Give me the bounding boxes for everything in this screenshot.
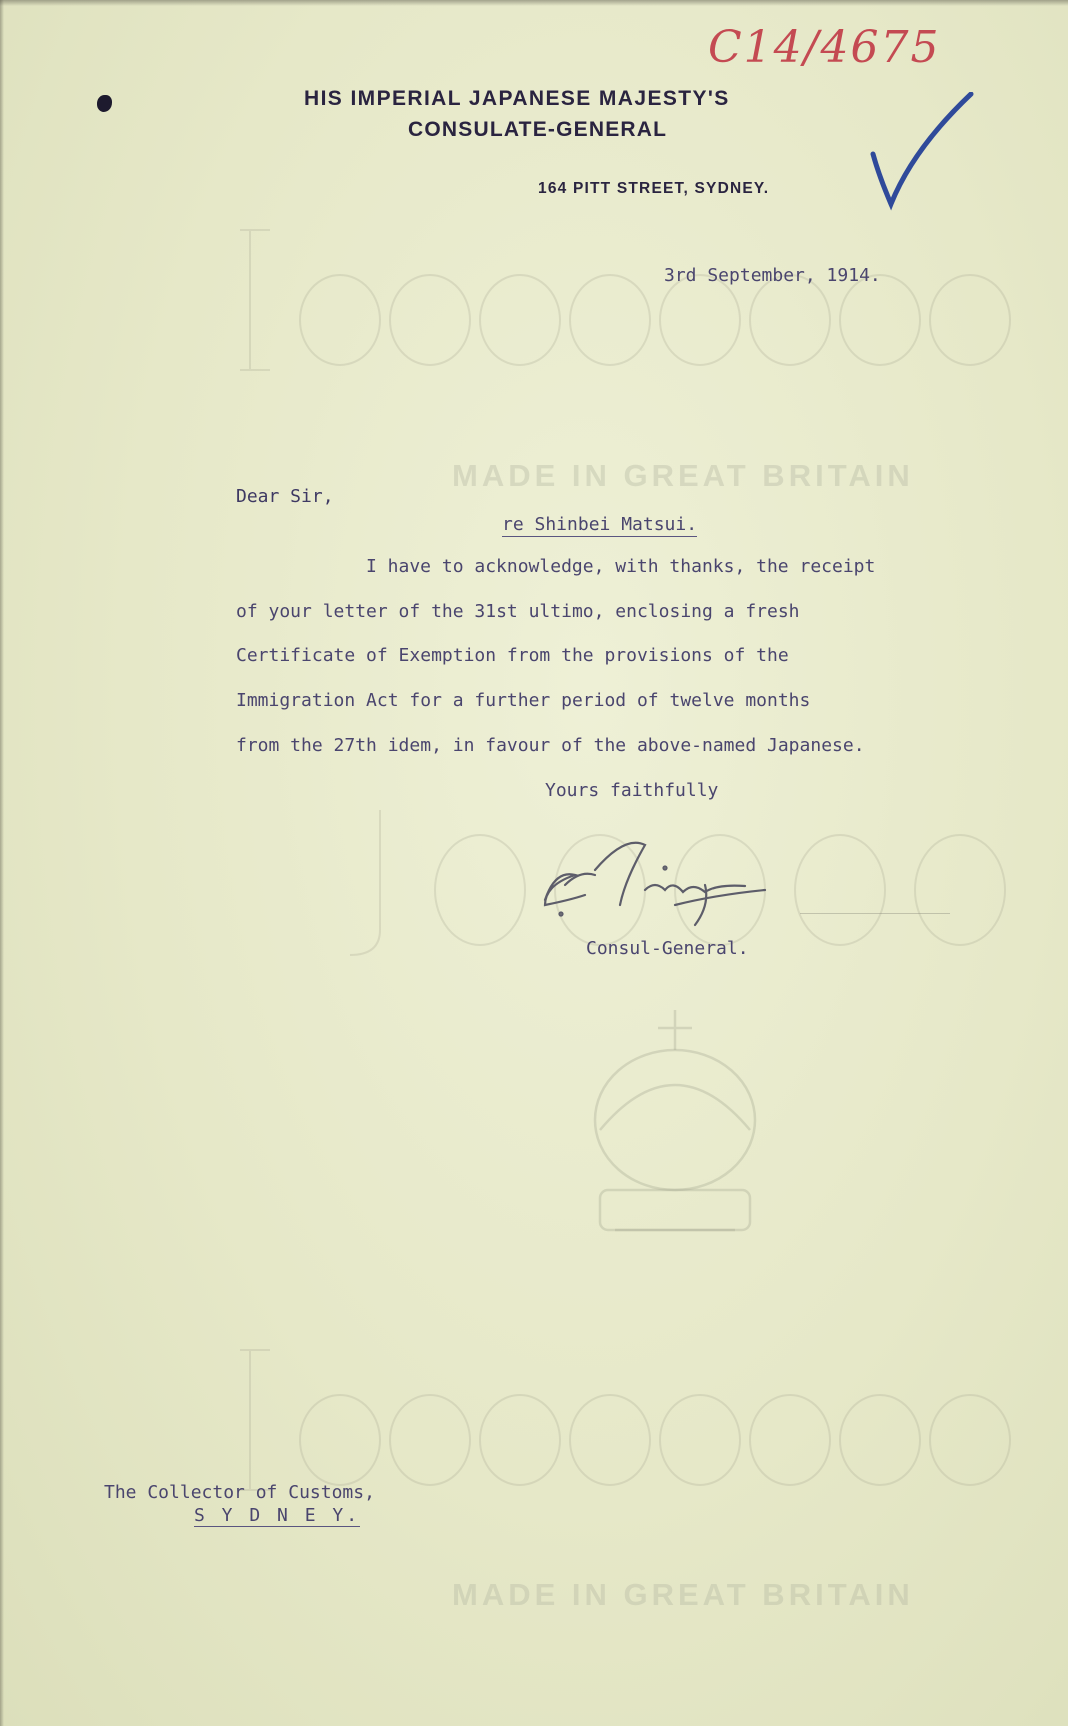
subject-text: re Shinbei Matsui. bbox=[502, 514, 698, 535]
letterhead-address: 164 PITT STREET, SYDNEY. bbox=[538, 180, 770, 197]
paper-edge-left bbox=[0, 0, 4, 1726]
check-mark-icon bbox=[858, 92, 978, 212]
closing: Yours faithfully bbox=[545, 780, 719, 801]
body-line-1: I have to acknowledge, with thanks, the receipt bbox=[366, 556, 876, 577]
signature-rule bbox=[800, 913, 950, 914]
signature-icon bbox=[525, 840, 825, 950]
letterhead-subtitle: CONSULATE-GENERAL bbox=[408, 118, 668, 141]
body-line-4: Immigration Act for a further period of twelve months bbox=[236, 690, 811, 711]
paper-edge-top bbox=[0, 0, 1068, 6]
watermark-line-2: MADE IN GREAT BRITAIN bbox=[452, 1577, 914, 1612]
letter-date: 3rd September, 1914. bbox=[664, 265, 881, 286]
reference-number: C14/4675 bbox=[708, 22, 941, 73]
addressee-city: S Y D N E Y. bbox=[194, 1505, 361, 1526]
letterhead-title: HIS IMPERIAL JAPANESE MAJESTY'S bbox=[304, 87, 730, 110]
body-line-2: of your letter of the 31st ultimo, enclosing a fresh bbox=[236, 601, 800, 622]
addressee-line-2 bbox=[194, 1505, 360, 1526]
watermark-outline-letters bbox=[230, 210, 1068, 390]
signatory-title: Consul-General. bbox=[586, 938, 749, 959]
body-line-5: from the 27th idem, in favour of the above-named Japanese. bbox=[236, 735, 865, 756]
crown-watermark-icon bbox=[580, 1000, 770, 1260]
ink-blot bbox=[97, 95, 112, 112]
body-line-3: Certificate of Exemption from the provisions of the bbox=[236, 645, 789, 666]
salutation: Dear Sir, bbox=[236, 486, 334, 507]
addressee-line-1: The Collector of Customs, bbox=[104, 1482, 375, 1503]
subject-line bbox=[502, 514, 697, 535]
watermark-line-1: MADE IN GREAT BRITAIN bbox=[452, 458, 914, 493]
